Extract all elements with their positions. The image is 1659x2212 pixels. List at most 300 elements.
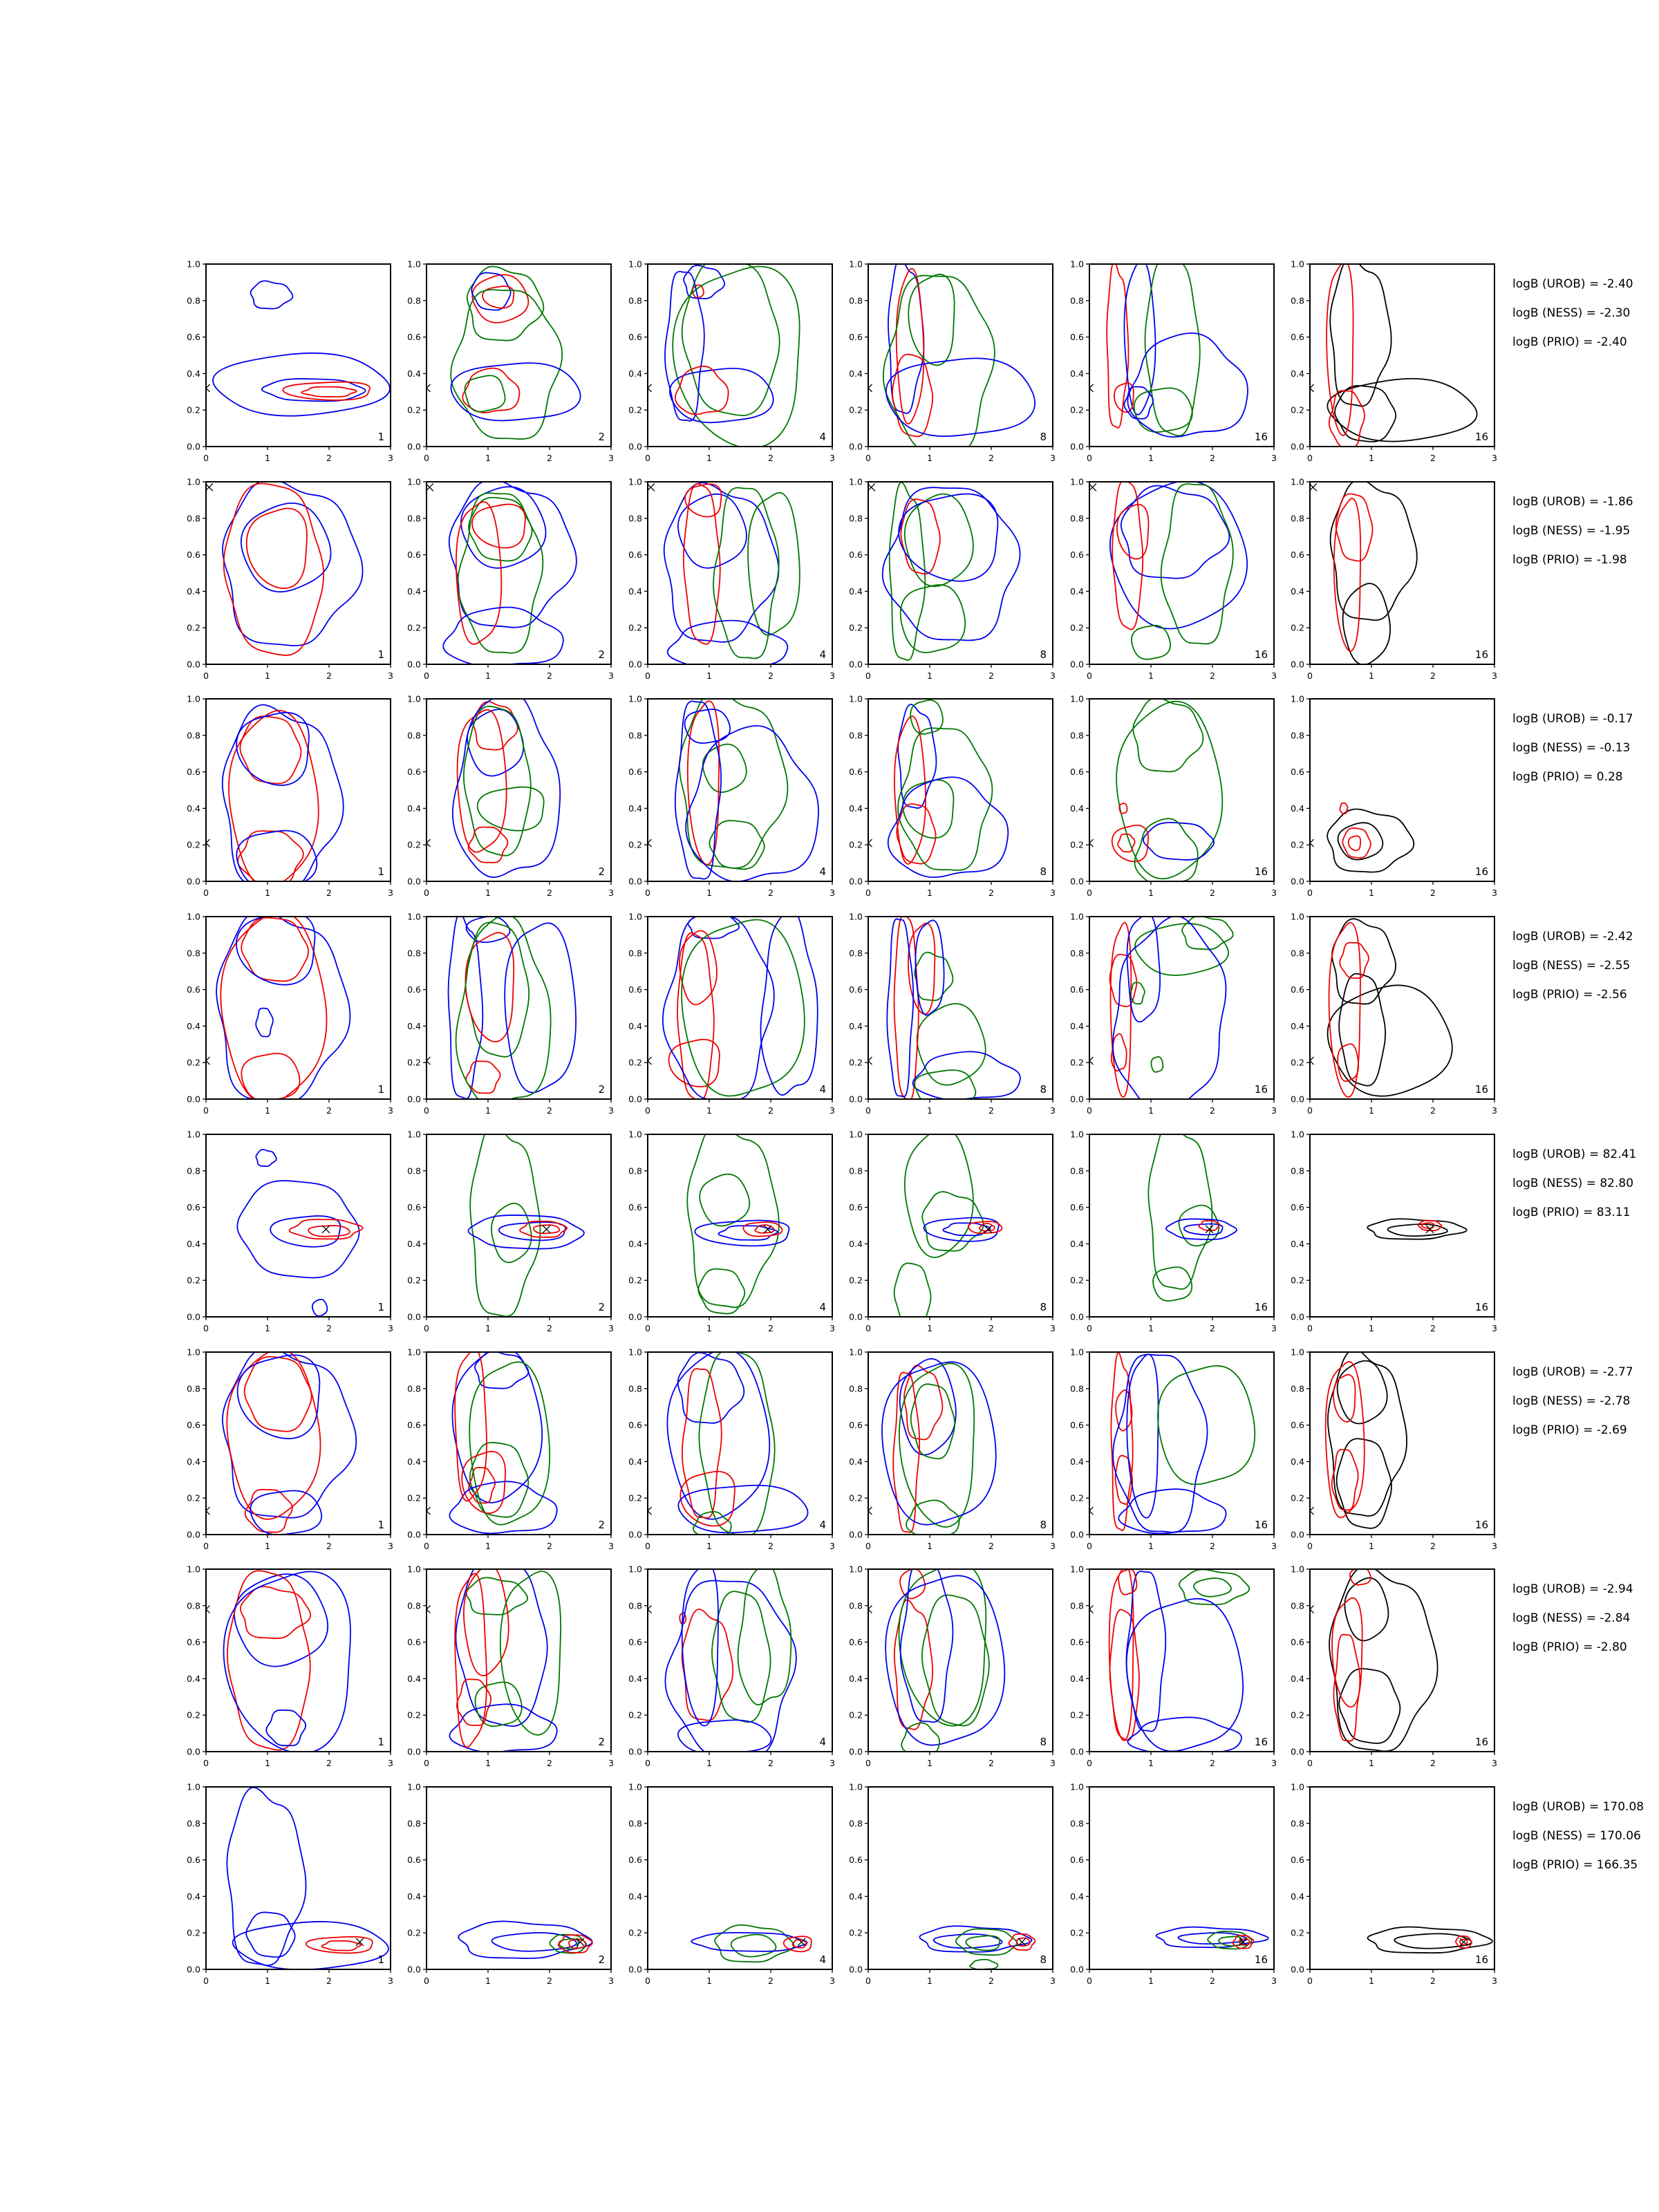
svg-text:0.6: 0.6 [628,984,642,995]
contour-panel-r8-c5 [1058,1780,1281,1991]
svg-text:0.8: 0.8 [849,948,863,959]
svg-text:0.8: 0.8 [407,1382,422,1394]
svg-text:0.0: 0.0 [628,1529,642,1539]
contour-lines [1306,803,1414,872]
panel-count-label: 2 [598,1736,606,1749]
panel-count-label: 16 [1474,431,1488,443]
panel-count-label: 4 [819,865,826,879]
svg-text:0.8: 0.8 [849,1382,863,1394]
contour-panel-r4-c6 [1279,910,1501,1121]
panel-canvas [1279,475,1501,686]
svg-text:0.4: 0.4 [849,1891,863,1902]
svg-text:2: 2 [1209,1975,1215,1986]
svg-text:0.2: 0.2 [628,404,642,415]
svg-text:0: 0 [203,1322,209,1333]
svg-text:3: 3 [1492,670,1497,681]
contour-lines [1306,1349,1407,1528]
logb-ness: logB (NESS) = 82.80 [1512,1177,1634,1190]
panel-count-label: 2 [598,648,606,661]
axis-ticks [1070,1781,1277,1986]
svg-text:2: 2 [326,670,332,681]
svg-text:2: 2 [988,453,995,463]
svg-text:0.4: 0.4 [628,1238,642,1249]
svg-text:1: 1 [706,1322,712,1333]
svg-text:0.4: 0.4 [849,1456,863,1467]
panel-count-label: 2 [598,865,606,879]
contour-lines [647,482,800,668]
true-value-marker [1426,1226,1434,1233]
contour-lines [1089,480,1247,659]
svg-text:0.2: 0.2 [1291,1492,1304,1503]
axis-ticks [849,476,1056,681]
svg-text:0.0: 0.0 [628,1094,642,1105]
svg-text:0.6: 0.6 [1291,332,1304,343]
contour-lines [423,692,561,877]
svg-text:0.8: 0.8 [407,730,422,741]
svg-text:0.6: 0.6 [1291,1419,1304,1430]
svg-text:0.4: 0.4 [1069,803,1084,814]
svg-text:1: 1 [927,888,933,899]
contour-lines [868,482,1020,660]
svg-text:0: 0 [865,1758,872,1769]
svg-text:2: 2 [1430,1975,1436,1986]
svg-text:0.4: 0.4 [628,1674,642,1685]
svg-text:0.8: 0.8 [628,730,642,741]
panel-canvas [837,692,1060,903]
svg-text:1: 1 [706,1105,712,1116]
svg-text:0.0: 0.0 [187,1311,200,1322]
svg-text:0.8: 0.8 [849,1818,863,1829]
svg-text:0.2: 0.2 [407,1927,422,1938]
svg-text:0.6: 0.6 [407,767,422,778]
row-annotation-3 [1512,704,1659,791]
axes-box [868,482,1053,664]
svg-text:1.0: 1.0 [407,1781,422,1792]
panel-canvas [175,475,397,686]
panel-canvas [1279,1780,1501,1991]
contour-panel-r5-c6 [1279,1127,1501,1339]
panel-canvas [1058,475,1281,686]
svg-text:1: 1 [265,1975,270,1986]
panel-canvas [837,1780,1060,1991]
svg-text:0.2: 0.2 [1291,622,1304,633]
axis-ticks [1291,912,1497,1116]
panel-count-label: 16 [1474,1300,1488,1313]
svg-text:0.8: 0.8 [1291,512,1304,523]
panel-canvas [175,1345,397,1557]
svg-text:0.0: 0.0 [407,1094,422,1105]
svg-text:0.8: 0.8 [407,1165,422,1177]
svg-text:2: 2 [1209,1758,1215,1769]
svg-text:0.8: 0.8 [187,295,200,306]
svg-text:0.2: 0.2 [1069,1275,1084,1286]
svg-text:0.8: 0.8 [187,948,200,959]
svg-text:2: 2 [547,888,553,899]
svg-text:2: 2 [767,888,774,899]
contour-lines [469,1127,584,1316]
panel-canvas [175,692,397,903]
svg-text:0: 0 [1307,1540,1313,1551]
svg-text:0.4: 0.4 [849,585,863,597]
svg-text:1.0: 1.0 [1291,693,1304,704]
svg-text:0.4: 0.4 [1069,1020,1084,1031]
svg-text:0: 0 [644,1975,650,1986]
svg-text:0.8: 0.8 [849,730,863,741]
panel-canvas [175,1562,397,1774]
svg-text:3: 3 [1492,1322,1497,1333]
svg-text:0.4: 0.4 [1291,1020,1304,1031]
svg-text:2: 2 [326,1322,332,1333]
panel-canvas [1279,692,1501,903]
svg-text:0.2: 0.2 [628,622,642,633]
svg-text:0.4: 0.4 [1291,585,1304,597]
svg-text:3: 3 [608,670,615,681]
svg-text:1: 1 [265,888,270,899]
svg-text:0: 0 [424,453,430,463]
panel-canvas [617,257,839,469]
svg-text:0.2: 0.2 [1069,1492,1084,1503]
logb-urob: logB (UROB) = -1.86 [1512,495,1633,509]
svg-text:1.0: 1.0 [1291,911,1304,922]
svg-text:0.6: 0.6 [849,332,863,343]
svg-text:3: 3 [829,1758,835,1769]
svg-text:1: 1 [265,670,270,681]
svg-text:0.6: 0.6 [407,1854,422,1865]
svg-text:1: 1 [706,1758,712,1769]
svg-text:0: 0 [644,453,650,463]
svg-text:0.0: 0.0 [849,1964,863,1975]
panel-canvas [617,692,839,903]
panel-count-label: 16 [1474,1083,1488,1096]
axis-ticks [849,1347,1056,1551]
svg-text:0.2: 0.2 [849,1709,863,1721]
svg-text:0.8: 0.8 [1291,1165,1304,1177]
svg-text:0.6: 0.6 [628,1201,642,1212]
logb-urob: logB (UROB) = 170.08 [1512,1800,1644,1814]
panel-count-label: 16 [1254,865,1268,879]
contour-lines [1367,1927,1492,1953]
svg-text:3: 3 [829,1975,835,1986]
svg-text:0.0: 0.0 [849,876,863,887]
svg-text:1.0: 1.0 [628,259,642,270]
logb-ness: logB (NESS) = -0.13 [1512,741,1631,755]
svg-text:3: 3 [1492,1758,1497,1769]
panel-count-label: 16 [1254,1736,1268,1749]
svg-text:3: 3 [829,453,835,463]
panel-canvas [1058,1345,1281,1557]
axes-box [427,482,611,664]
svg-text:1.0: 1.0 [628,911,642,922]
panel-count-label: 16 [1474,1518,1488,1531]
svg-text:0.4: 0.4 [628,1456,642,1467]
svg-text:0: 0 [644,1322,650,1333]
axis-ticks [628,1564,835,1769]
contour-panel-r3-c4 [837,692,1060,903]
contour-panel-r2-c2 [395,475,618,686]
axis-ticks [1291,694,1497,899]
contour-lines [227,1788,388,1970]
axis-ticks [1070,259,1277,464]
logb-ness: logB (NESS) = -2.84 [1512,1611,1631,1625]
svg-text:0.6: 0.6 [407,984,422,995]
logb-prio: logB (PRIO) = -2.56 [1512,988,1627,1002]
axis-ticks [849,1129,1056,1333]
svg-text:3: 3 [829,888,835,899]
svg-text:3: 3 [1271,670,1277,681]
svg-text:0.8: 0.8 [1069,1600,1084,1611]
svg-text:0.0: 0.0 [407,659,422,670]
svg-text:0.6: 0.6 [187,1201,200,1212]
svg-text:0.0: 0.0 [1069,1311,1084,1322]
contour-panel-r8-c3 [617,1780,839,1991]
svg-text:1: 1 [927,1975,933,1986]
svg-text:0.4: 0.4 [1069,585,1084,597]
axes-box [427,1569,611,1752]
svg-text:0.4: 0.4 [187,368,200,379]
contour-panel-r8-c4 [837,1780,1060,1991]
svg-text:2: 2 [1209,1540,1215,1551]
svg-text:0: 0 [1307,1105,1313,1116]
svg-text:0.2: 0.2 [187,1057,200,1068]
contour-lines [1085,1352,1255,1533]
svg-text:0.8: 0.8 [628,1818,642,1829]
panel-canvas [837,475,1060,686]
svg-text:0.0: 0.0 [1069,659,1084,670]
svg-text:1: 1 [706,888,712,899]
svg-text:0.6: 0.6 [1069,1419,1084,1430]
svg-text:0.8: 0.8 [1069,1818,1084,1829]
svg-text:1.0: 1.0 [849,693,863,704]
svg-text:0: 0 [1086,670,1092,681]
svg-text:0.8: 0.8 [1069,295,1084,306]
logb-ness: logB (NESS) = -2.78 [1512,1394,1631,1408]
svg-text:0.8: 0.8 [1291,1818,1304,1829]
panel-canvas [617,1127,839,1339]
svg-text:0.6: 0.6 [1291,767,1304,778]
svg-text:0.8: 0.8 [1069,730,1084,741]
logb-urob: logB (UROB) = -0.17 [1512,712,1633,726]
svg-text:0.6: 0.6 [628,549,642,560]
svg-text:0.8: 0.8 [1291,1382,1304,1394]
svg-text:0: 0 [1307,1322,1313,1333]
svg-text:0.4: 0.4 [407,1456,422,1467]
svg-text:0.4: 0.4 [628,803,642,814]
svg-text:2: 2 [1209,888,1215,899]
svg-text:3: 3 [1050,670,1056,681]
panel-canvas [395,910,618,1121]
svg-text:0.2: 0.2 [628,840,642,851]
svg-text:1: 1 [927,1758,933,1769]
contour-lines [644,692,818,881]
svg-text:3: 3 [1050,1322,1056,1333]
contour-panel-r7-c2 [395,1562,618,1774]
contour-lines [203,1571,350,1754]
axes-box [648,1569,832,1752]
panel-canvas [1058,257,1281,469]
svg-text:1.0: 1.0 [1069,476,1084,487]
svg-text:0.8: 0.8 [187,730,200,741]
panel-count-label: 1 [377,1518,384,1531]
svg-text:0.0: 0.0 [849,1746,863,1757]
svg-text:0.8: 0.8 [1291,295,1304,306]
svg-text:0: 0 [203,1975,209,1986]
svg-text:0.0: 0.0 [1291,659,1304,670]
svg-text:1: 1 [706,453,712,463]
svg-text:1: 1 [265,1540,270,1551]
panel-count-label: 4 [819,431,826,443]
svg-text:1.0: 1.0 [1069,1347,1084,1357]
row-annotation-5 [1512,1140,1659,1227]
contour-panel-r5-c4 [837,1127,1060,1339]
svg-text:0.4: 0.4 [407,1020,422,1031]
axis-ticks [1291,1564,1497,1769]
panel-canvas [395,1345,618,1557]
svg-text:0: 0 [424,1105,430,1116]
svg-text:0.8: 0.8 [628,1600,642,1611]
svg-text:0: 0 [203,453,209,463]
svg-text:0.0: 0.0 [849,441,863,452]
svg-text:1.0: 1.0 [407,1347,422,1357]
logb-prio: logB (PRIO) = 166.35 [1512,1858,1638,1872]
svg-text:0.4: 0.4 [1291,1674,1304,1685]
svg-text:3: 3 [388,1975,393,1986]
svg-text:0.8: 0.8 [407,1818,422,1829]
svg-text:0: 0 [424,888,430,899]
panel-count-label: 8 [1040,865,1047,879]
svg-text:0.0: 0.0 [187,1964,200,1975]
svg-text:0: 0 [644,1540,650,1551]
contour-lines [644,259,799,448]
svg-text:0.2: 0.2 [407,404,422,415]
contour-panel-r4-c5 [1058,910,1281,1121]
row-annotation-6 [1512,1358,1659,1445]
contour-panel-r3-c5 [1058,692,1281,903]
svg-text:0: 0 [424,670,430,681]
axes-box [1089,264,1274,447]
svg-text:0: 0 [424,1322,430,1333]
contour-lines [644,1349,807,1537]
svg-text:2: 2 [767,1758,774,1769]
contour-panel-r2-c5 [1058,475,1281,686]
svg-text:1.0: 1.0 [849,476,863,487]
contour-panel-r5-c3 [617,1127,839,1339]
svg-text:1: 1 [485,1322,491,1333]
panel-canvas [1058,692,1281,903]
axis-ticks [408,912,615,1116]
svg-text:0.8: 0.8 [628,948,642,959]
panel-count-label: 8 [1040,1518,1047,1531]
axes-box [1089,1787,1274,1969]
svg-text:1.0: 1.0 [849,1781,863,1792]
contour-panel-r3-c3 [617,692,839,903]
axis-ticks [1291,1781,1497,1986]
panel-count-label: 4 [819,1953,826,1966]
svg-text:0: 0 [203,1758,209,1769]
svg-text:2: 2 [767,1540,774,1551]
svg-text:2: 2 [767,1975,774,1986]
contour-panel-r4-c1 [175,910,397,1121]
panel-canvas [395,1562,618,1774]
svg-text:0.8: 0.8 [1291,948,1304,959]
contour-panel-r4-c3 [617,910,839,1121]
svg-text:1: 1 [706,1975,712,1986]
contour-lines [423,914,577,1108]
axes-box [427,1134,611,1317]
svg-text:0.0: 0.0 [1291,1311,1304,1322]
panel-canvas [1279,1345,1501,1557]
svg-text:0.2: 0.2 [1291,1275,1304,1286]
svg-text:0.0: 0.0 [187,659,200,670]
svg-text:0.2: 0.2 [407,1057,422,1068]
panel-count-label: 1 [377,865,384,879]
svg-text:0: 0 [1307,1975,1313,1986]
svg-text:1.0: 1.0 [1291,1781,1304,1792]
svg-text:0.2: 0.2 [628,1057,642,1068]
svg-text:0.6: 0.6 [1069,984,1084,995]
svg-text:0.2: 0.2 [407,1275,422,1286]
svg-text:1: 1 [265,1105,270,1116]
contour-panel-r1-c2 [395,257,618,469]
svg-text:0.4: 0.4 [187,585,200,597]
contour-panel-r7-c6 [1279,1562,1501,1774]
contour-lines [1148,1127,1237,1301]
contour-panel-r2-c1 [175,475,397,686]
svg-text:3: 3 [1492,1105,1497,1116]
svg-text:1.0: 1.0 [628,1781,642,1792]
contour-lines [426,479,577,666]
svg-text:0.4: 0.4 [187,803,200,814]
svg-text:0.2: 0.2 [849,1275,863,1286]
panel-canvas [617,1780,839,1991]
svg-text:3: 3 [1492,453,1497,463]
contour-lines [865,258,1035,453]
svg-text:1: 1 [927,1105,933,1116]
axes-box [206,264,391,447]
svg-text:1.0: 1.0 [849,911,863,922]
logb-urob: logB (UROB) = -2.42 [1512,930,1633,944]
svg-text:0.0: 0.0 [407,1964,422,1975]
svg-text:1: 1 [706,1540,712,1551]
contour-panel-r7-c1 [175,1562,397,1774]
svg-text:1.0: 1.0 [187,1129,200,1140]
svg-text:3: 3 [1271,888,1277,899]
axis-ticks [187,259,393,464]
contour-lines [203,910,350,1104]
svg-text:0.6: 0.6 [187,1854,200,1865]
svg-text:0.6: 0.6 [407,549,422,560]
svg-text:0.8: 0.8 [187,1382,200,1394]
logb-prio: logB (PRIO) = 0.28 [1512,770,1623,784]
svg-text:1.0: 1.0 [187,1781,200,1792]
svg-text:0.6: 0.6 [849,1201,863,1212]
svg-text:3: 3 [608,453,615,463]
svg-text:0.2: 0.2 [187,840,200,851]
svg-text:0.6: 0.6 [628,332,642,343]
svg-text:0.4: 0.4 [187,1891,200,1902]
svg-text:1: 1 [1369,1105,1374,1116]
svg-text:0.8: 0.8 [628,1165,642,1177]
svg-text:3: 3 [1050,1540,1056,1551]
svg-text:0.0: 0.0 [628,441,642,452]
svg-text:0.6: 0.6 [187,332,200,343]
svg-text:0.8: 0.8 [407,512,422,523]
axis-ticks [408,1781,615,1986]
svg-text:0.4: 0.4 [187,1020,200,1031]
svg-text:0.2: 0.2 [849,1492,863,1503]
svg-text:0.4: 0.4 [849,368,863,379]
svg-text:0.6: 0.6 [849,1637,863,1648]
contour-lines [1306,1566,1438,1752]
